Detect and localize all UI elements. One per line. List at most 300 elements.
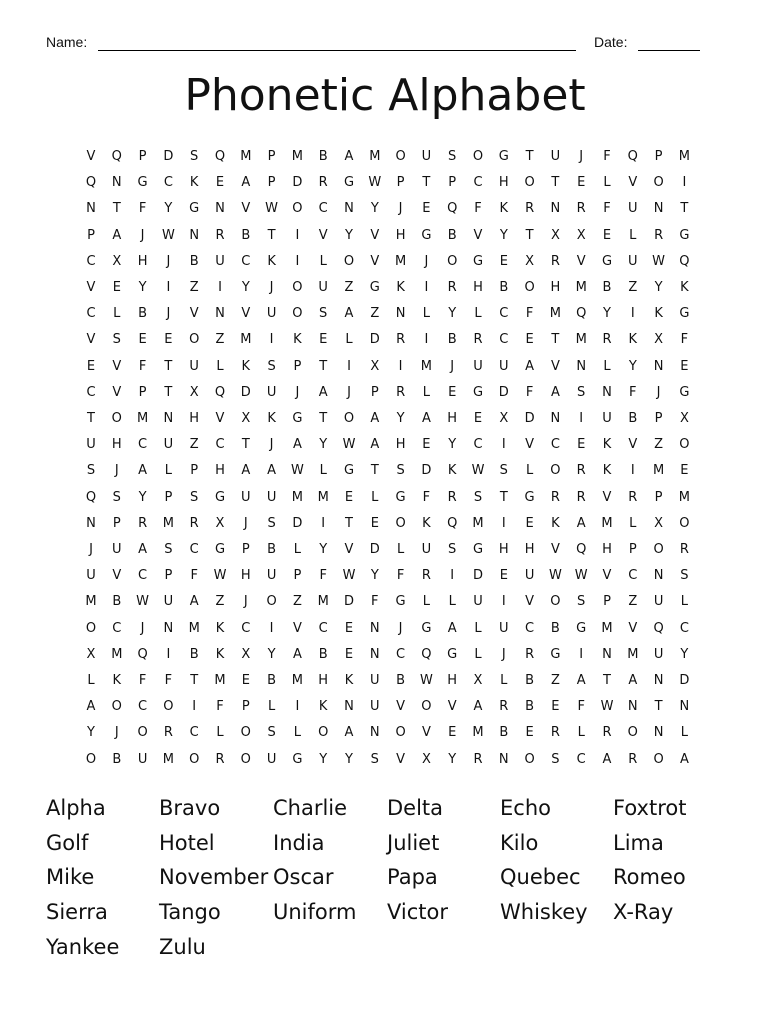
grid-letter[interactable]: M [291,489,303,505]
grid-letter[interactable]: F [603,149,611,164]
grid-letter[interactable]: L [371,489,379,505]
grid-letter[interactable]: T [603,673,611,688]
grid-letter[interactable]: K [215,646,225,662]
grid-letter[interactable]: A [447,620,457,636]
grid-letter[interactable]: N [395,306,406,322]
grid-letter[interactable]: P [87,227,95,243]
grid-letter[interactable]: Q [85,489,97,505]
grid-letter[interactable]: M [627,646,639,662]
grid-letter[interactable]: G [343,175,355,191]
grid-letter[interactable]: E [448,384,457,400]
grid-letter[interactable]: Q [214,384,226,400]
grid-letter[interactable]: E [344,620,354,636]
grid-letter[interactable]: J [166,253,171,269]
grid-letter[interactable]: X [473,673,483,688]
grid-letter[interactable]: Y [448,306,457,322]
grid-letter[interactable]: L [474,306,482,322]
grid-letter[interactable]: P [241,699,250,715]
grid-letter[interactable]: H [137,253,148,269]
grid-letter[interactable]: B [602,280,612,295]
grid-letter[interactable]: A [241,463,251,479]
grid-letter[interactable]: U [266,306,277,322]
grid-letter[interactable]: I [295,227,300,243]
grid-letter[interactable]: C [241,620,251,636]
grid-letter[interactable]: I [630,306,635,322]
grid-letter[interactable]: J [89,542,93,557]
grid-letter[interactable]: G [369,280,380,295]
grid-letter[interactable]: V [550,542,560,557]
grid-letter[interactable]: C [112,620,122,636]
grid-letter[interactable]: L [629,227,637,243]
grid-letter[interactable]: I [579,646,584,662]
grid-letter[interactable]: M [472,515,484,531]
grid-letter[interactable]: O [653,751,664,767]
grid-letter[interactable]: G [421,227,432,243]
grid-letter[interactable]: V [241,201,251,217]
grid-letter[interactable]: I [192,699,197,715]
grid-letter[interactable]: U [215,253,225,269]
grid-letter[interactable]: D [343,594,354,610]
grid-letter[interactable]: N [602,384,612,400]
grid-letter[interactable]: N [653,725,664,741]
grid-letter[interactable]: X [525,253,535,269]
grid-letter[interactable]: L [164,463,173,479]
grid-letter[interactable]: H [447,411,458,426]
grid-letter[interactable]: G [498,149,509,164]
grid-letter[interactable]: C [86,253,96,269]
grid-letter[interactable]: T [319,411,328,426]
grid-letter[interactable]: J [166,306,171,322]
grid-letter[interactable]: A [267,463,277,479]
grid-letter[interactable]: S [190,149,199,164]
grid-letter[interactable]: X [241,411,251,426]
grid-letter[interactable]: N [189,227,200,243]
grid-letter[interactable]: U [602,411,612,426]
grid-letter[interactable]: Z [654,437,664,453]
grid-letter[interactable]: L [216,358,224,374]
grid-letter[interactable]: H [524,542,535,557]
grid-letter[interactable]: M [394,253,407,269]
grid-letter[interactable]: P [267,149,276,164]
grid-letter[interactable]: F [603,201,611,217]
grid-letter[interactable]: R [550,253,560,269]
grid-letter[interactable]: T [525,149,534,164]
grid-letter[interactable]: C [138,699,148,715]
grid-letter[interactable]: V [628,175,638,191]
grid-letter[interactable]: I [501,437,506,453]
grid-letter[interactable]: Y [87,725,95,741]
grid-letter[interactable]: C [499,306,509,322]
grid-letter[interactable]: V [447,699,457,715]
grid-letter[interactable]: D [292,515,303,531]
grid-letter[interactable]: Q [576,306,587,322]
grid-letter[interactable]: S [112,489,121,505]
grid-letter[interactable]: L [448,594,456,610]
grid-letter[interactable]: O [343,253,355,269]
grid-letter[interactable]: V [550,358,560,374]
grid-letter[interactable]: Z [189,280,199,295]
grid-letter[interactable]: Q [576,542,587,557]
grid-letter[interactable]: P [654,411,663,426]
grid-letter[interactable]: I [579,411,584,426]
grid-letter[interactable]: H [215,463,225,479]
grid-letter[interactable]: G [679,227,690,243]
grid-letter[interactable]: H [473,280,483,295]
grid-letter[interactable]: N [653,201,664,217]
grid-letter[interactable]: R [318,175,328,191]
grid-letter[interactable]: L [500,673,508,688]
grid-letter[interactable]: Z [215,594,225,610]
grid-letter[interactable]: E [422,437,431,453]
grid-letter[interactable]: J [269,437,274,453]
grid-letter[interactable]: C [189,725,199,741]
grid-letter[interactable]: R [473,332,483,348]
grid-letter[interactable]: I [424,332,429,348]
grid-letter[interactable]: Y [345,227,353,243]
grid-letter[interactable]: E [241,673,250,688]
grid-letter[interactable]: B [318,149,328,164]
grid-letter[interactable]: L [680,594,689,610]
grid-letter[interactable]: O [189,751,200,767]
grid-letter[interactable]: O [627,725,638,741]
grid-letter[interactable]: I [501,515,506,531]
grid-letter[interactable]: X [215,515,225,531]
grid-letter[interactable]: R [525,646,535,662]
grid-letter[interactable]: V [602,489,612,505]
grid-letter[interactable]: C [473,437,483,453]
grid-letter[interactable]: E [215,175,225,191]
grid-letter[interactable]: V [525,437,535,453]
grid-letter[interactable]: O [550,594,561,610]
grid-letter[interactable]: A [628,673,638,688]
grid-letter[interactable]: O [111,699,122,715]
grid-letter[interactable]: V [396,751,406,767]
grid-letter[interactable]: N [653,673,664,688]
grid-letter[interactable]: A [370,411,380,426]
grid-letter[interactable]: T [112,201,121,217]
grid-letter[interactable]: M [162,515,174,531]
grid-letter[interactable]: S [164,542,173,557]
grid-letter[interactable]: X [576,227,586,243]
grid-letter[interactable]: T [241,437,250,453]
grid-letter[interactable]: U [112,542,122,557]
grid-letter[interactable]: Q [85,175,97,191]
grid-letter[interactable]: D [369,542,380,557]
grid-letter[interactable]: T [525,227,534,243]
grid-letter[interactable]: A [602,751,612,767]
grid-letter[interactable]: N [215,306,225,322]
grid-letter[interactable]: V [292,620,302,636]
grid-letter[interactable]: G [292,411,303,426]
grid-letter[interactable]: S [370,751,379,767]
grid-letter[interactable]: O [679,437,690,453]
grid-letter[interactable]: Y [448,751,457,767]
grid-letter[interactable]: O [550,463,561,479]
grid-letter[interactable]: N [369,646,380,662]
grid-letter[interactable]: R [654,227,664,243]
grid-letter[interactable]: W [342,437,356,453]
grid-letter[interactable]: Y [370,568,379,584]
grid-letter[interactable]: U [318,280,328,295]
grid-letter[interactable]: S [551,751,560,767]
grid-letter[interactable]: A [189,594,199,610]
grid-letter[interactable]: H [395,437,406,453]
grid-letter[interactable]: I [501,594,506,610]
grid-letter[interactable]: L [293,725,302,741]
grid-letter[interactable]: G [137,175,148,191]
grid-letter[interactable]: L [474,620,482,636]
grid-letter[interactable]: A [318,384,328,400]
grid-letter[interactable]: G [576,620,587,636]
grid-letter[interactable]: K [112,673,122,688]
grid-letter[interactable]: K [318,699,328,715]
grid-letter[interactable]: O [85,620,97,636]
grid-letter[interactable]: C [679,620,689,636]
grid-letter[interactable]: U [628,253,638,269]
grid-letter[interactable]: Q [447,201,458,217]
grid-letter[interactable]: S [112,332,121,348]
grid-letter[interactable]: X [86,646,96,662]
grid-letter[interactable]: P [448,175,457,191]
grid-letter[interactable]: Q [447,515,458,531]
grid-letter[interactable]: N [163,411,174,426]
grid-letter[interactable]: J [347,384,351,400]
grid-letter[interactable]: W [136,594,150,610]
grid-letter[interactable]: B [267,673,277,688]
grid-letter[interactable]: N [344,699,354,715]
grid-letter[interactable]: L [577,725,585,741]
grid-letter[interactable]: W [368,175,382,191]
grid-letter[interactable]: M [575,332,587,348]
grid-letter[interactable]: M [549,306,561,322]
grid-letter[interactable]: E [577,175,586,191]
grid-letter[interactable]: R [138,515,148,531]
grid-letter[interactable]: A [344,725,354,741]
grid-letter[interactable]: C [628,568,638,584]
grid-letter[interactable]: A [138,463,148,479]
grid-letter[interactable]: Y [164,201,173,217]
grid-letter[interactable]: G [421,620,432,636]
grid-letter[interactable]: R [396,384,406,400]
grid-letter[interactable]: H [602,542,612,557]
grid-letter[interactable]: Z [628,594,638,610]
grid-letter[interactable]: K [241,358,251,374]
grid-letter[interactable]: G [395,489,406,505]
grid-letter[interactable]: O [240,725,251,741]
grid-letter[interactable]: I [269,620,274,636]
grid-letter[interactable]: N [550,201,561,217]
grid-letter[interactable]: F [396,568,405,584]
grid-letter[interactable]: M [652,463,665,479]
grid-letter[interactable]: N [86,201,96,217]
grid-letter[interactable]: F [216,699,224,715]
grid-letter[interactable]: R [215,227,225,243]
grid-letter[interactable]: K [602,437,612,453]
grid-letter[interactable]: O [111,411,122,426]
grid-letter[interactable]: R [499,699,509,715]
grid-letter[interactable]: S [86,463,96,479]
grid-letter[interactable]: I [295,253,300,269]
grid-letter[interactable]: U [189,358,199,374]
grid-letter[interactable]: K [267,411,276,426]
grid-letter[interactable]: G [395,594,406,610]
grid-letter[interactable]: O [292,280,303,295]
grid-letter[interactable]: A [241,175,251,191]
grid-letter[interactable]: M [472,725,484,741]
grid-letter[interactable]: M [317,594,329,610]
grid-letter[interactable]: E [602,227,612,243]
grid-letter[interactable]: V [189,306,199,322]
grid-letter[interactable]: O [266,594,277,610]
grid-letter[interactable]: U [241,489,251,505]
grid-letter[interactable]: K [447,463,457,479]
grid-letter[interactable]: X [550,227,560,243]
grid-letter[interactable]: K [293,332,302,348]
grid-letter[interactable]: U [499,620,509,636]
grid-letter[interactable]: B [241,227,251,243]
grid-letter[interactable]: I [166,280,171,295]
grid-letter[interactable]: J [579,149,584,164]
grid-letter[interactable]: U [473,358,483,374]
grid-letter[interactable]: R [550,489,560,505]
grid-letter[interactable]: J [114,463,119,479]
grid-letter[interactable]: H [189,411,200,426]
grid-letter[interactable]: R [215,751,225,767]
grid-letter[interactable]: M [575,280,587,295]
grid-letter[interactable]: I [166,646,171,662]
grid-letter[interactable]: F [629,384,637,400]
grid-letter[interactable]: F [190,568,198,584]
grid-letter[interactable]: O [524,280,535,295]
grid-letter[interactable]: Z [550,673,560,688]
grid-letter[interactable]: J [243,515,248,531]
grid-letter[interactable]: T [680,201,689,217]
grid-letter[interactable]: P [654,489,663,505]
grid-letter[interactable]: A [370,437,380,453]
grid-letter[interactable]: U [421,542,432,557]
grid-letter[interactable]: G [447,646,458,662]
grid-letter[interactable]: G [472,542,484,557]
grid-letter[interactable]: U [266,489,277,505]
grid-letter[interactable]: N [550,411,561,426]
grid-letter[interactable]: C [189,542,199,557]
grid-letter[interactable]: P [396,175,405,191]
grid-letter[interactable]: T [319,358,328,374]
grid-letter[interactable]: U [653,594,664,610]
grid-letter[interactable]: R [602,332,612,348]
grid-letter[interactable]: G [601,253,613,269]
grid-letter[interactable]: M [678,149,690,164]
grid-letter[interactable]: D [498,384,509,400]
grid-letter[interactable]: P [190,463,199,479]
grid-letter[interactable]: N [369,620,380,636]
grid-letter[interactable]: U [421,149,432,164]
grid-letter[interactable]: Y [680,646,689,662]
grid-letter[interactable]: O [292,201,303,217]
grid-letter[interactable]: S [190,489,199,505]
grid-letter[interactable]: F [138,673,147,688]
grid-letter[interactable]: W [161,227,175,243]
grid-letter[interactable]: K [396,280,405,295]
grid-letter[interactable]: C [576,751,586,767]
grid-letter[interactable]: J [450,358,455,374]
grid-letter[interactable]: O [395,725,406,741]
grid-letter[interactable]: B [267,542,277,557]
grid-letter[interactable]: A [525,358,535,374]
grid-letter[interactable]: M [291,149,303,164]
grid-letter[interactable]: T [164,384,173,400]
grid-letter[interactable]: J [501,646,506,662]
grid-letter[interactable]: R [421,568,431,584]
grid-letter[interactable]: Q [111,149,122,164]
grid-letter[interactable]: B [628,411,638,426]
grid-letter[interactable]: L [422,384,431,400]
grid-letter[interactable]: E [680,463,689,479]
grid-letter[interactable]: N [498,751,509,767]
grid-letter[interactable]: P [628,542,637,557]
grid-letter[interactable]: T [267,227,276,243]
grid-letter[interactable]: C [473,175,483,191]
grid-letter[interactable]: T [190,673,199,688]
grid-letter[interactable]: M [85,594,97,610]
grid-letter[interactable]: W [342,568,356,584]
grid-letter[interactable]: H [240,568,251,584]
grid-letter[interactable]: R [447,489,457,505]
grid-letter[interactable]: B [189,253,199,269]
grid-letter[interactable]: W [548,568,562,584]
grid-letter[interactable]: F [474,201,482,217]
grid-letter[interactable]: F [577,699,585,715]
grid-letter[interactable]: V [112,358,122,374]
grid-letter[interactable]: S [448,149,457,164]
grid-letter[interactable]: E [577,437,586,453]
grid-letter[interactable]: A [576,515,586,531]
grid-letter[interactable]: O [524,175,535,191]
grid-letter[interactable]: R [163,725,173,741]
grid-letter[interactable]: V [344,542,354,557]
grid-letter[interactable]: N [111,175,122,191]
grid-letter[interactable]: E [344,489,354,505]
grid-letter[interactable]: S [267,515,276,531]
grid-letter[interactable]: Y [138,280,147,295]
grid-letter[interactable]: L [319,463,327,479]
grid-letter[interactable]: K [602,463,612,479]
grid-letter[interactable]: N [602,646,612,662]
grid-letter[interactable]: F [525,306,534,322]
grid-letter[interactable]: R [576,489,586,505]
grid-letter[interactable]: V [473,227,483,243]
grid-letter[interactable]: Y [628,358,637,374]
grid-letter[interactable]: N [215,201,225,217]
grid-letter[interactable]: R [550,725,560,741]
grid-letter[interactable]: I [347,358,351,374]
grid-letter[interactable]: L [603,358,611,374]
grid-letter[interactable]: V [628,437,638,453]
grid-letter[interactable]: G [524,489,535,505]
grid-letter[interactable]: O [137,725,148,741]
grid-letter[interactable]: P [654,149,663,164]
grid-letter[interactable]: J [243,594,248,610]
grid-letter[interactable]: E [525,515,534,531]
grid-letter[interactable]: E [473,411,483,426]
grid-letter[interactable]: S [577,594,586,610]
grid-letter[interactable]: D [679,673,690,688]
grid-letter[interactable]: U [266,751,277,767]
grid-letter[interactable]: P [164,568,173,584]
grid-letter[interactable]: G [472,253,484,269]
grid-letter[interactable]: M [136,411,149,426]
grid-letter[interactable]: I [424,280,429,295]
